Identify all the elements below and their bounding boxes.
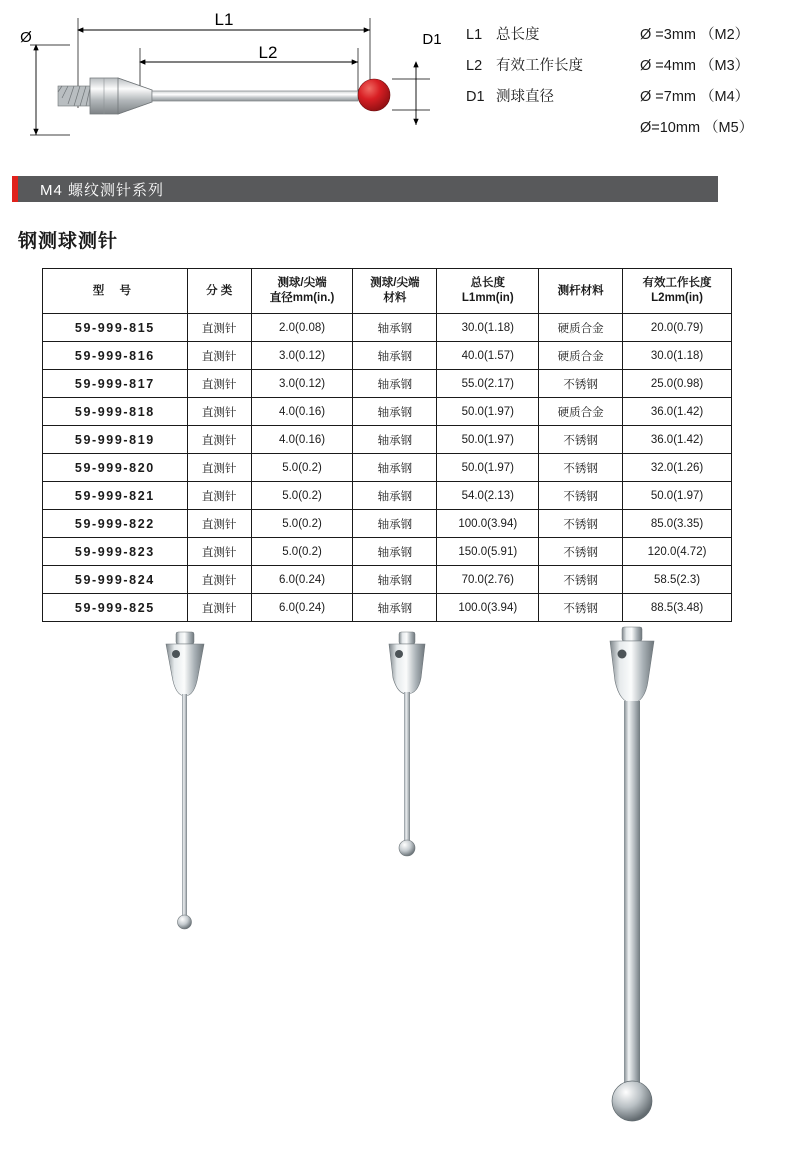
- cell-total-length: 50.0(1.97): [437, 426, 539, 454]
- cell-ball-material: 轴承钢: [353, 314, 437, 342]
- dim-label-d1: D1: [422, 31, 442, 48]
- header-line-2: 材料: [383, 292, 407, 304]
- product-photo-group: [0, 610, 800, 1162]
- thread-diameter-item: Ø =3mm （M2）: [640, 27, 750, 43]
- table-row: [43, 314, 732, 342]
- table-row: [43, 482, 732, 510]
- cell-class: 直测针: [187, 314, 251, 342]
- cell-ball-material: 轴承钢: [353, 482, 437, 510]
- cell-working-length: 85.0(3.35): [623, 510, 732, 538]
- cell-ball-diameter: 3.0(0.12): [251, 370, 353, 398]
- cell-stem-material: 硬质合金: [539, 314, 623, 342]
- legend-list: [466, 20, 583, 113]
- cell-class: 直测针: [187, 426, 251, 454]
- cell-stem-material: 硬质合金: [539, 398, 623, 426]
- cell-total-length: 70.0(2.76): [437, 566, 539, 594]
- cell-model: 59-999-823: [43, 538, 188, 566]
- legend-text: 测球直径: [496, 89, 555, 105]
- dim-label-diameter: Ø: [20, 29, 32, 46]
- cell-model: 59-999-819: [43, 426, 188, 454]
- column-header-total-length: [437, 269, 539, 314]
- cell-model: 59-999-825: [43, 594, 188, 622]
- header-line-1: 分 类: [206, 284, 233, 297]
- specification-table: [42, 268, 732, 622]
- legend-code: L1: [466, 27, 483, 43]
- cell-total-length: 30.0(1.18): [437, 314, 539, 342]
- cell-model: 59-999-816: [43, 342, 188, 370]
- cell-ball-material: 轴承钢: [353, 566, 437, 594]
- cell-total-length: 50.0(1.97): [437, 454, 539, 482]
- cell-class: 直测针: [187, 370, 251, 398]
- thread-diameter-item: Ø =7mm （M4）: [640, 89, 750, 105]
- cell-total-length: 50.0(1.97): [437, 398, 539, 426]
- cell-working-length: 58.5(2.3): [623, 566, 732, 594]
- cell-ball-material: 轴承钢: [353, 594, 437, 622]
- header-line-2: L2mm(in): [651, 292, 703, 304]
- column-header-model: [43, 269, 188, 314]
- cell-stem-material: 不锈钢: [539, 426, 623, 454]
- product-photo-probe-long: [570, 625, 710, 1145]
- cell-stem-material: 硬质合金: [539, 342, 623, 370]
- cell-ball-material: 轴承钢: [353, 454, 437, 482]
- header-line-1: 总长度: [470, 277, 506, 289]
- column-header-ball-diameter: [251, 269, 353, 314]
- header-line-1: 型 号: [92, 284, 137, 297]
- cell-class: 直测针: [187, 594, 251, 622]
- cell-ball-diameter: 5.0(0.2): [251, 482, 353, 510]
- cell-stem-material: 不锈钢: [539, 566, 623, 594]
- cell-model: 59-999-824: [43, 566, 188, 594]
- cell-working-length: 25.0(0.98): [623, 370, 732, 398]
- cell-ball-diameter: 5.0(0.2): [251, 510, 353, 538]
- cell-working-length: 32.0(1.26): [623, 454, 732, 482]
- cell-stem-material: 不锈钢: [539, 454, 623, 482]
- probe-cross-section-drawing: [0, 0, 460, 158]
- table-row: [43, 566, 732, 594]
- table-row: [43, 454, 732, 482]
- cell-class: 直测针: [187, 454, 251, 482]
- table-row: [43, 342, 732, 370]
- table-row: [43, 510, 732, 538]
- cell-total-length: 54.0(2.13): [437, 482, 539, 510]
- table-header-row: [43, 269, 732, 314]
- cell-working-length: 36.0(1.42): [623, 426, 732, 454]
- header-line-1: 有效工作长度: [642, 277, 712, 289]
- cell-working-length: 36.0(1.42): [623, 398, 732, 426]
- cell-ball-diameter: 6.0(0.24): [251, 566, 353, 594]
- cell-ball-diameter: 5.0(0.2): [251, 454, 353, 482]
- cell-ball-diameter: 5.0(0.2): [251, 538, 353, 566]
- cell-model: 59-999-821: [43, 482, 188, 510]
- cell-ball-diameter: 2.0(0.08): [251, 314, 353, 342]
- cell-working-length: 20.0(0.79): [623, 314, 732, 342]
- cell-model: 59-999-822: [43, 510, 188, 538]
- cell-ball-diameter: 4.0(0.16): [251, 398, 353, 426]
- product-photo-probe-medium: [355, 630, 475, 890]
- cell-class: 直测针: [187, 566, 251, 594]
- header-line-1: 测球/尖端: [277, 277, 327, 289]
- cell-model: 59-999-818: [43, 398, 188, 426]
- cell-working-length: 30.0(1.18): [623, 342, 732, 370]
- cell-class: 直测针: [187, 482, 251, 510]
- column-header-ball-material: [353, 269, 437, 314]
- cell-stem-material: 不锈钢: [539, 370, 623, 398]
- cell-total-length: 55.0(2.17): [437, 370, 539, 398]
- cell-stem-material: 不锈钢: [539, 594, 623, 622]
- page-subtitle: 钢测球测针: [18, 231, 119, 252]
- legend-code: L2: [466, 58, 483, 74]
- cell-stem-material: 不锈钢: [539, 538, 623, 566]
- table-row: [43, 538, 732, 566]
- cell-ball-material: 轴承钢: [353, 538, 437, 566]
- cell-class: 直测针: [187, 398, 251, 426]
- cell-working-length: 120.0(4.72): [623, 538, 732, 566]
- legend-text: 有效工作长度: [496, 58, 584, 74]
- dim-label-l1: L1: [214, 10, 234, 29]
- cell-total-length: 100.0(3.94): [437, 594, 539, 622]
- thread-diameter-list: [640, 20, 753, 144]
- cell-ball-material: 轴承钢: [353, 510, 437, 538]
- cell-class: 直测针: [187, 510, 251, 538]
- thread-diameter-item: Ø=10mm （M5）: [640, 120, 754, 136]
- header-line-2: L1mm(in): [461, 292, 514, 304]
- section-title: M4 螺纹测针系列: [40, 181, 165, 199]
- section-accent-mark: [12, 176, 18, 202]
- cell-ball-material: 轴承钢: [353, 370, 437, 398]
- header-line-2: 直径mm(in.): [269, 292, 335, 304]
- column-header-stem-material: [539, 269, 623, 314]
- cell-class: 直测针: [187, 342, 251, 370]
- cell-model: 59-999-820: [43, 454, 188, 482]
- cell-ball-material: 轴承钢: [353, 426, 437, 454]
- section-header-bar: [18, 176, 718, 202]
- cell-total-length: 150.0(5.91): [437, 538, 539, 566]
- legend-code: D1: [466, 89, 485, 105]
- cell-working-length: 50.0(1.97): [623, 482, 732, 510]
- cell-stem-material: 不锈钢: [539, 510, 623, 538]
- legend-item: [466, 51, 583, 82]
- cell-model: 59-999-815: [43, 314, 188, 342]
- cell-total-length: 40.0(1.57): [437, 342, 539, 370]
- cell-ball-diameter: 6.0(0.24): [251, 594, 353, 622]
- legend-item: [466, 82, 583, 113]
- cell-stem-material: 不锈钢: [539, 482, 623, 510]
- product-photo-probe-short: [130, 630, 250, 950]
- cell-total-length: 100.0(3.94): [437, 510, 539, 538]
- header-line-1: 测杆材料: [557, 284, 604, 297]
- cell-working-length: 88.5(3.48): [623, 594, 732, 622]
- dim-label-l2: L2: [258, 43, 278, 62]
- legend-item: [466, 20, 583, 51]
- technical-diagram: [0, 0, 800, 158]
- thread-diameter-item: Ø =4mm （M3）: [640, 58, 750, 74]
- table-row: [43, 398, 732, 426]
- table-row: [43, 426, 732, 454]
- cell-ball-diameter: 4.0(0.16): [251, 426, 353, 454]
- cell-class: 直测针: [187, 538, 251, 566]
- cell-ball-material: 轴承钢: [353, 398, 437, 426]
- column-header-working-length: [623, 269, 732, 314]
- column-header-class: [187, 269, 251, 314]
- cell-ball-material: 轴承钢: [353, 342, 437, 370]
- table-row: [43, 370, 732, 398]
- legend-text: 总长度: [496, 27, 540, 43]
- cell-ball-diameter: 3.0(0.12): [251, 342, 353, 370]
- header-line-1: 测球/尖端: [370, 277, 420, 289]
- cell-model: 59-999-817: [43, 370, 188, 398]
